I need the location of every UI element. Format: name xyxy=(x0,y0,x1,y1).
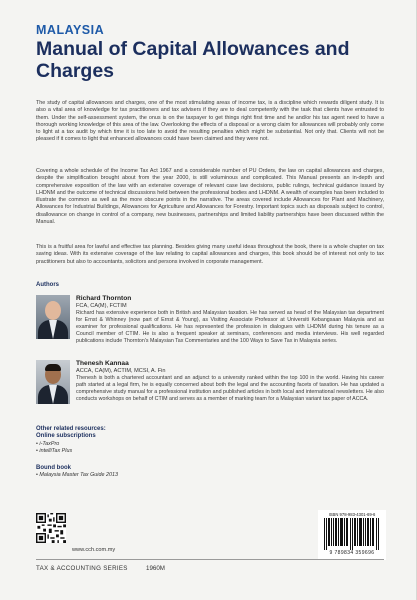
isbn-label: ISBN 978-983-4301-69-6 xyxy=(328,512,376,517)
other-resources-heading: Other related resources: xyxy=(36,426,106,432)
author-photo-richard-thornton xyxy=(36,295,70,339)
isbn-barcode xyxy=(318,510,386,560)
author-credentials: ACCA, CA(M), ACTIM, MCSI, A. Fin xyxy=(76,368,166,374)
isbn-digits: 9 789834 359696 xyxy=(329,550,375,556)
online-subscriptions-heading: Online subscriptions xyxy=(36,433,96,439)
blurb-paragraph-3: This is a fruitful area for lawful and effective tax planning. Besides giving many useful ideas throughout the book, there is a whole chapter on tax saving ideas. With its extensive coverage of the law relating to capital allowances and charges, this book should be of interest not only to tax practitioners but also to accountants, solicitors and persons involved in corporate management. xyxy=(36,244,384,265)
blurb-paragraph-2: Covering a whole schedule of the Income Tax Act 1967 and a considerable number of PU Orders, the law on capital allowances and charges, despite the simplification brought about from the year 2000, is still voluminous and complicated. This Manual presents an in-depth and comprehensive exposition of the law with an extensive coverage of relevant case law decisions, public rulings, technical guidance issued by LHDNM and the outcome of technical discussions held between the professional bodies and LHDNM. A wealth of examples has been included to illustrate the common as well as the more obscure points in the narrative. The areas covered include Allowances for Plant and Machinery, Allowances for Industrial Buildings, Allowances for Agriculture and Allowances for Forestry. Important topics such as disposals subject to control, disallowance on change in control of a company, new businesses, partnerships and limited liability partnerships have been discussed within the Manual. xyxy=(36,168,384,226)
list-item: • i-TaxPro xyxy=(36,441,72,448)
online-subscriptions-list xyxy=(36,441,72,455)
product-code: 1960M xyxy=(146,565,165,572)
author-photo-thenesh-kannaa xyxy=(36,360,70,404)
qr-code xyxy=(36,513,66,543)
blurb-paragraph-1: The study of capital allowances and charges, one of the most stimulating areas of income tax, is a discipline which rewards diligent study. It is also a vital area of knowledge for tax practitioners and tax advisers if they are to deal competently with the task that clients have entrusted to them. Under the self-assessment system, the onus is on the taxpayer to get things right first time and he and/or his tax agent need to have a thorough working knowledge of this area of the law. Overlooking the effects of a disposal or a wrong claim for allowances will probably only come to light at a tax audit by which time it is too late to avoid the resulting penalties which might be substantial. Not only that. Clients will not be pleased if it comes to light that enhanced allowances could have been claimed and they were not. xyxy=(36,100,384,143)
author-credentials: FCA, CA(M), FCTIM xyxy=(76,303,127,309)
book-title: Manual of Capital Allowances and Charges xyxy=(36,38,350,82)
series-name: TAX & ACCOUNTING SERIES xyxy=(36,565,128,572)
bound-book-heading: Bound book xyxy=(36,465,71,471)
list-item: • Malaysia Master Tax Guide 2013 xyxy=(36,472,118,479)
author-name: Thenesh Kannaa xyxy=(76,360,129,367)
qr-code-icon xyxy=(36,513,66,543)
authors-heading: Authors xyxy=(36,282,59,288)
bound-book-list xyxy=(36,472,118,479)
website-url: www.cch.com.my xyxy=(72,547,116,553)
author-name: Richard Thornton xyxy=(76,295,132,302)
footer-divider xyxy=(36,559,384,560)
author-bio: Richard has extensive experience both in British and Malaysian taxation. He has served as head of the Malaysian tax department for Ernst & Whinney (now part of Ernst & Young), as Visiting Associate Professor at Universiti Kebangsaan Malaysia and as examiner for professional qualifications. He has represented the profession in dialogues with LHDNM during his tenure as a Council member of CTIM. He is also a frequent speaker at seminars, conferences and media interviews. His well regarded publications include Thornton's Malaysian Tax Commentaries and the 100 Ways to Save Tax in Malaysia series. xyxy=(76,310,384,344)
series-tag: MALAYSIA xyxy=(36,23,105,37)
barcode-icon xyxy=(324,518,380,550)
author-bio: Thenesh is both a chartered accountant and an adjunct to a university ranked within the top 100 in the world. Having his career path started at a legal firm, he is equally concerned about both the legal and the accounting facets of taxation. He has updated a comprehensive study manual for a professional institution and published articles in both local and international newsletters. He also conducts workshops on behalf of CTIM and serves as a member of marking team for a Malaysian variant tax paper of ACCA. xyxy=(76,375,384,402)
list-item: • intelliTax Plus xyxy=(36,448,72,455)
